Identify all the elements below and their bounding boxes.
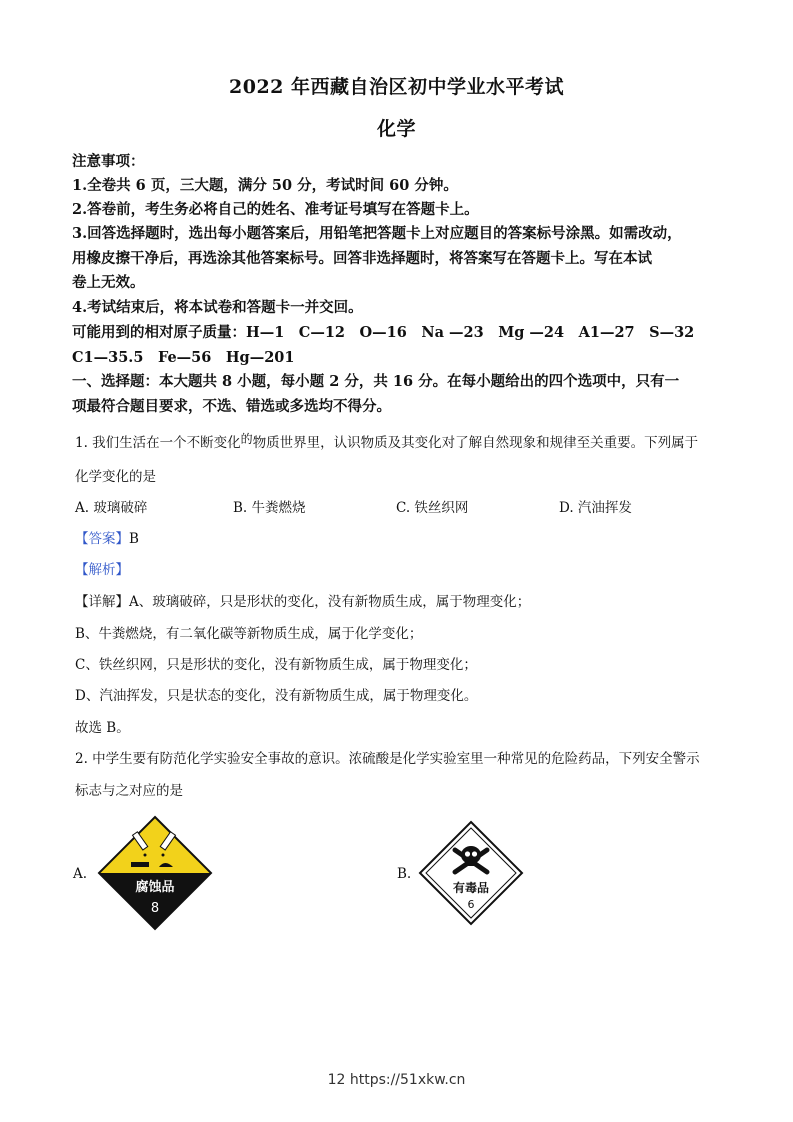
- note-item: 4.考试结束后，将本试卷和答题卡一并交回。: [72, 299, 363, 316]
- page-footer: [0, 1072, 793, 1088]
- option-a-label: A.: [73, 866, 88, 882]
- note-item: 1.全卷共 6 页，三大题，满分 50 分，考试时间 60 分钟。: [72, 177, 458, 194]
- question-1-text: 化学变化的是: [75, 469, 156, 485]
- sign-a-label: 腐蚀品: [135, 880, 175, 895]
- site-url: https://51xkw.cn: [349, 1072, 466, 1088]
- option-c: C. 铁丝织网: [396, 500, 469, 516]
- note-item: 卷上无效。: [72, 274, 145, 291]
- sign-top-fill: [97, 815, 213, 873]
- toxic-sign-icon: [418, 820, 524, 926]
- answer-tag: 【答案】: [75, 531, 129, 547]
- question-2-text: 2. 中学生要有防范化学实验安全事故的意识。浓硫酸是化学实验室里一种常见的危险药品，下列安全警示: [75, 751, 700, 767]
- question-1-text-part: 1. 我们生活在一个不断变化: [75, 435, 241, 451]
- note-item: 用橡皮擦干净后，再选涂其他答案标号。回答非选择题时，将答案写在答题卡上。写在本试: [72, 250, 652, 267]
- option-d: D. 汽油挥发: [559, 500, 632, 516]
- surface-icon: [131, 862, 149, 867]
- option-b: B. 牛粪燃烧: [233, 500, 306, 516]
- question-1-text: [75, 430, 698, 451]
- detail-line: C、铁丝织网，只是形状的变化，没有新物质生成，属于物理变化；: [75, 657, 477, 673]
- section-heading: 一、选择题：本大题共 8 小题，每小题 2 分，共 16 分。在每小题给出的四个选项中，只有一: [72, 373, 680, 390]
- sign-a-number: 8: [150, 901, 160, 916]
- question-1-superscript: 的: [240, 432, 253, 446]
- detail-line: B、牛粪燃烧，有二氧化碳等新物质生成，属于化学变化；: [75, 626, 423, 642]
- answer-value: B: [129, 531, 139, 547]
- sign-b-number: 6: [467, 898, 475, 911]
- subject-title: 化学: [376, 118, 416, 140]
- sign-b-label: 有毒品: [452, 881, 490, 895]
- option-b-label: B.: [397, 866, 412, 882]
- option-a: A. 玻璃破碎: [75, 500, 148, 516]
- note-item: 2.答卷前，考生务必将自己的姓名、准考证号填写在答题卡上。: [72, 201, 479, 218]
- exam-title: 2022 年西藏自治区初中学业水平考试: [229, 76, 564, 98]
- page-number: 12: [327, 1072, 346, 1088]
- detail-line: D、汽油挥发，只是状态的变化，没有新物质生成，属于物理变化。: [75, 688, 478, 704]
- notes-heading: 注意事项：: [72, 153, 145, 170]
- atomic-masses-line: 可能用到的相对原子质量：H—1 C—12 O—16 Na —23 Mg —24 A1—27 S—32: [72, 324, 695, 341]
- analysis-tag: 【解析】: [75, 562, 129, 578]
- detail-line: [75, 590, 530, 610]
- note-item: 3.回答选择题时，选出每小题答案后，用铅笔把答题卡上对应题目的答案标号涂黑。如需改动，: [72, 225, 682, 242]
- detail-text: A、玻璃破碎，只是形状的变化，没有新物质生成，属于物理变化；: [129, 594, 531, 610]
- detail-tag: 【详解】: [75, 594, 129, 610]
- atomic-masses-line: C1—35.5 Fe—56 Hg—201: [72, 349, 295, 366]
- question-2-text: 标志与之对应的是: [75, 783, 183, 799]
- answer-line: [75, 527, 139, 547]
- question-1-text-part: 物质世界里，认识物质及其变化对了解自然现象和规律至关重要。下列属于: [252, 435, 699, 451]
- section-heading: 项最符合题目要求，不选、错选或多选均不得分。: [72, 398, 391, 415]
- detail-line: 故选 B。: [75, 720, 130, 736]
- corrosive-sign-icon: [97, 815, 213, 931]
